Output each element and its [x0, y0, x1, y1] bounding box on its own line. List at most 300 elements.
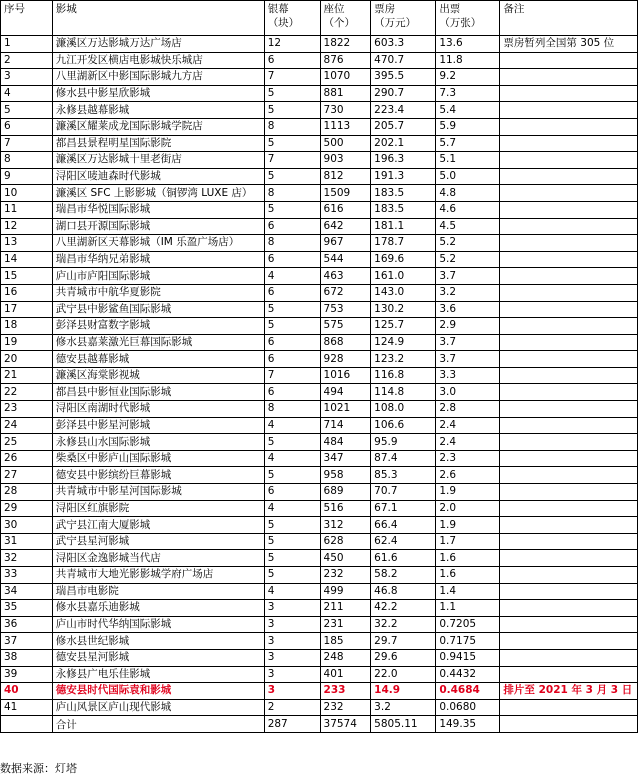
cell-index: 40 — [1, 683, 53, 700]
table-row — [1, 699, 638, 716]
cell-tickets: 3.0 — [436, 384, 500, 401]
cell-screens: 5 — [264, 168, 320, 185]
cell-screens: 4 — [264, 417, 320, 434]
cell-cinema: 德安县时代国际袁和影城 — [52, 683, 264, 700]
cell-box-office: 169.6 — [371, 251, 436, 268]
cell-remarks — [500, 284, 638, 301]
cell-tickets: 4.6 — [436, 201, 500, 218]
cell-screens: 6 — [264, 334, 320, 351]
cell-box-office: 62.4 — [371, 533, 436, 550]
cell-seats: 812 — [320, 168, 371, 185]
table-row — [1, 683, 638, 700]
cell-index: 38 — [1, 649, 53, 666]
cell-cinema: 武宁县中影鲨鱼国际影城 — [52, 301, 264, 318]
header-remarks: 备注 — [500, 1, 638, 36]
cell-box-office: 46.8 — [371, 583, 436, 600]
table-row — [1, 649, 638, 666]
cell-seats: 233 — [320, 683, 371, 700]
table-row — [1, 401, 638, 418]
cell-tickets: 4.8 — [436, 185, 500, 202]
header-tickets: 出票 （万张） — [436, 1, 500, 36]
total-row — [1, 716, 638, 733]
cell-tickets: 5.2 — [436, 251, 500, 268]
table-row — [1, 533, 638, 550]
total-tickets: 149.35 — [436, 716, 500, 733]
cell-screens: 5 — [264, 135, 320, 152]
cell-screens: 2 — [264, 699, 320, 716]
cell-seats: 248 — [320, 649, 371, 666]
cell-seats: 1509 — [320, 185, 371, 202]
cell-tickets: 0.7175 — [436, 633, 500, 650]
cell-index: 19 — [1, 334, 53, 351]
cell-remarks — [500, 102, 638, 119]
cell-screens: 5 — [264, 318, 320, 335]
cell-remarks — [500, 268, 638, 285]
cell-screens: 8 — [264, 235, 320, 252]
cell-box-office: 14.9 — [371, 683, 436, 700]
cell-tickets: 1.4 — [436, 583, 500, 600]
cell-index: 6 — [1, 118, 53, 135]
table-header-row — [1, 1, 638, 36]
cell-seats: 958 — [320, 467, 371, 484]
cell-screens: 6 — [264, 218, 320, 235]
table-row — [1, 218, 638, 235]
cell-tickets: 0.4432 — [436, 666, 500, 683]
cell-screens: 3 — [264, 633, 320, 650]
cell-tickets: 3.7 — [436, 351, 500, 368]
cell-tickets: 0.9415 — [436, 649, 500, 666]
cell-screens: 5 — [264, 301, 320, 318]
cell-tickets: 2.9 — [436, 318, 500, 335]
cell-index: 34 — [1, 583, 53, 600]
cell-index: 1 — [1, 36, 53, 53]
cell-tickets: 5.4 — [436, 102, 500, 119]
cell-cinema: 濂溪区万达影城万达广场店 — [52, 36, 264, 53]
table-row — [1, 351, 638, 368]
cell-screens: 4 — [264, 500, 320, 517]
cell-tickets: 2.6 — [436, 467, 500, 484]
cell-cinema: 都昌县景程明星国际影院 — [52, 135, 264, 152]
table-row — [1, 567, 638, 584]
cell-seats: 642 — [320, 218, 371, 235]
cell-tickets: 0.0680 — [436, 699, 500, 716]
cell-cinema: 武宁县星河影城 — [52, 533, 264, 550]
cell-box-office: 202.1 — [371, 135, 436, 152]
cell-remarks — [500, 69, 638, 86]
cell-cinema: 浔阳区唛迪森时代影城 — [52, 168, 264, 185]
cell-index: 17 — [1, 301, 53, 318]
cell-index: 27 — [1, 467, 53, 484]
cell-box-office: 470.7 — [371, 52, 436, 69]
cell-remarks — [500, 185, 638, 202]
cell-screens: 6 — [264, 284, 320, 301]
cell-screens: 3 — [264, 616, 320, 633]
header-cinema: 影城 — [52, 1, 264, 36]
cell-cinema: 永修县山水国际影城 — [52, 434, 264, 451]
table-row — [1, 284, 638, 301]
cell-seats: 516 — [320, 500, 371, 517]
cell-box-office: 29.6 — [371, 649, 436, 666]
cell-cinema: 浔阳区南湖时代影城 — [52, 401, 264, 418]
cell-screens: 6 — [264, 52, 320, 69]
cell-box-office: 114.8 — [371, 384, 436, 401]
table-row — [1, 417, 638, 434]
cell-index: 23 — [1, 401, 53, 418]
cell-screens: 7 — [264, 367, 320, 384]
cell-seats: 185 — [320, 633, 371, 650]
cell-cinema: 庐山市庐阳国际影城 — [52, 268, 264, 285]
cell-screens: 5 — [264, 517, 320, 534]
table-row — [1, 268, 638, 285]
cell-remarks — [500, 450, 638, 467]
table-row — [1, 434, 638, 451]
cell-cinema: 彭泽县财富数字影城 — [52, 318, 264, 335]
cell-remarks — [500, 583, 638, 600]
cell-tickets: 5.1 — [436, 152, 500, 169]
table-row — [1, 168, 638, 185]
cell-cinema: 濂溪区耀莱成龙国际影城学院店 — [52, 118, 264, 135]
table-row — [1, 633, 638, 650]
cell-seats: 1021 — [320, 401, 371, 418]
cell-seats: 450 — [320, 550, 371, 567]
table-row — [1, 102, 638, 119]
table-row — [1, 467, 638, 484]
cell-seats: 689 — [320, 484, 371, 501]
cell-tickets: 1.6 — [436, 550, 500, 567]
cell-cinema: 八里湖新区中影国际影城九方店 — [52, 69, 264, 86]
cell-tickets: 1.7 — [436, 533, 500, 550]
cell-remarks — [500, 550, 638, 567]
cell-index: 16 — [1, 284, 53, 301]
cell-screens: 4 — [264, 450, 320, 467]
cell-box-office: 67.1 — [371, 500, 436, 517]
cell-box-office: 32.2 — [371, 616, 436, 633]
cell-cinema: 共青城市中航华夏影院 — [52, 284, 264, 301]
cell-index: 31 — [1, 533, 53, 550]
table-row — [1, 118, 638, 135]
cell-seats: 1016 — [320, 367, 371, 384]
cell-seats: 868 — [320, 334, 371, 351]
cell-box-office: 123.2 — [371, 351, 436, 368]
cell-remarks — [500, 251, 638, 268]
cell-remarks — [500, 401, 638, 418]
cell-remarks — [500, 467, 638, 484]
cell-remarks — [500, 201, 638, 218]
cell-screens: 3 — [264, 666, 320, 683]
cell-screens: 8 — [264, 185, 320, 202]
cell-box-office: 196.3 — [371, 152, 436, 169]
cell-index: 37 — [1, 633, 53, 650]
cell-box-office: 183.5 — [371, 201, 436, 218]
header-index: 序号 — [1, 1, 53, 36]
cell-cinema: 濂溪区 SFC 上影影城（铜锣湾 LUXE 店） — [52, 185, 264, 202]
cell-box-office: 3.2 — [371, 699, 436, 716]
cell-index: 8 — [1, 152, 53, 169]
cell-box-office: 181.1 — [371, 218, 436, 235]
cell-cinema: 瑞昌市华纳兄弟影城 — [52, 251, 264, 268]
cell-cinema: 庐山市时代华纳国际影城 — [52, 616, 264, 633]
cell-tickets: 1.9 — [436, 517, 500, 534]
header-screens: 银幕 （块） — [264, 1, 320, 36]
cell-remarks — [500, 218, 638, 235]
cell-remarks — [500, 699, 638, 716]
cell-cinema: 共青城市大地光影影城学府广场店 — [52, 567, 264, 584]
cell-seats: 928 — [320, 351, 371, 368]
cell-tickets: 2.3 — [436, 450, 500, 467]
cell-index: 26 — [1, 450, 53, 467]
table-row — [1, 36, 638, 53]
cell-remarks — [500, 500, 638, 517]
cell-screens: 8 — [264, 118, 320, 135]
cell-tickets: 0.4684 — [436, 683, 500, 700]
cell-seats: 232 — [320, 699, 371, 716]
cell-index: 21 — [1, 367, 53, 384]
cell-index: 3 — [1, 69, 53, 86]
cell-remarks — [500, 484, 638, 501]
cell-screens: 4 — [264, 268, 320, 285]
cell-box-office: 22.0 — [371, 666, 436, 683]
cell-remarks — [500, 351, 638, 368]
cell-tickets: 11.8 — [436, 52, 500, 69]
cell-screens: 5 — [264, 201, 320, 218]
cell-remarks — [500, 235, 638, 252]
cell-box-office: 108.0 — [371, 401, 436, 418]
table-row — [1, 484, 638, 501]
cell-remarks — [500, 384, 638, 401]
cell-remarks — [500, 600, 638, 617]
cell-screens: 6 — [264, 251, 320, 268]
cell-cinema: 修水县嘉莱激光巨幕国际影城 — [52, 334, 264, 351]
cell-screens: 6 — [264, 484, 320, 501]
table-row — [1, 367, 638, 384]
cell-seats: 231 — [320, 616, 371, 633]
cell-screens: 5 — [264, 567, 320, 584]
cell-seats: 494 — [320, 384, 371, 401]
cell-tickets: 3.7 — [436, 268, 500, 285]
cell-remarks — [500, 666, 638, 683]
cell-seats: 672 — [320, 284, 371, 301]
cell-screens: 5 — [264, 102, 320, 119]
cell-box-office: 116.8 — [371, 367, 436, 384]
cell-seats: 401 — [320, 666, 371, 683]
cell-index: 12 — [1, 218, 53, 235]
cell-cinema: 瑞昌市电影院 — [52, 583, 264, 600]
cell-tickets: 1.1 — [436, 600, 500, 617]
cell-remarks — [500, 118, 638, 135]
table-row — [1, 334, 638, 351]
cell-cinema: 八里湖新区天幕影城（IM 乐盈广场店） — [52, 235, 264, 252]
cell-screens: 8 — [264, 401, 320, 418]
cell-screens: 3 — [264, 683, 320, 700]
cell-tickets: 3.3 — [436, 367, 500, 384]
cell-tickets: 13.6 — [436, 36, 500, 53]
cell-box-office: 66.4 — [371, 517, 436, 534]
cell-box-office: 42.2 — [371, 600, 436, 617]
cell-tickets: 4.5 — [436, 218, 500, 235]
table-body — [1, 36, 638, 716]
cell-remarks — [500, 85, 638, 102]
table-row — [1, 251, 638, 268]
cell-remarks — [500, 633, 638, 650]
cell-seats: 616 — [320, 201, 371, 218]
cell-tickets: 2.0 — [436, 500, 500, 517]
cell-screens: 12 — [264, 36, 320, 53]
cell-tickets: 5.2 — [436, 235, 500, 252]
cell-index: 30 — [1, 517, 53, 534]
cell-box-office: 125.7 — [371, 318, 436, 335]
cell-remarks — [500, 301, 638, 318]
cell-cinema: 都昌县中影恒业国际影城 — [52, 384, 264, 401]
cell-seats: 903 — [320, 152, 371, 169]
cell-box-office: 95.9 — [371, 434, 436, 451]
cell-seats: 753 — [320, 301, 371, 318]
cell-box-office: 161.0 — [371, 268, 436, 285]
header-box-office: 票房 （万元） — [371, 1, 436, 36]
cell-cinema: 浔阳区红旗影院 — [52, 500, 264, 517]
cell-screens: 4 — [264, 583, 320, 600]
cell-index: 22 — [1, 384, 53, 401]
cell-index: 28 — [1, 484, 53, 501]
cell-index: 41 — [1, 699, 53, 716]
cell-tickets: 3.2 — [436, 284, 500, 301]
cell-screens: 5 — [264, 85, 320, 102]
table-row — [1, 666, 638, 683]
cell-remarks — [500, 168, 638, 185]
cell-seats: 881 — [320, 85, 371, 102]
data-source-note: 数据来源：灯塔 — [0, 762, 77, 775]
cell-box-office: 183.5 — [371, 185, 436, 202]
cell-box-office: 603.3 — [371, 36, 436, 53]
cell-remarks — [500, 517, 638, 534]
cell-cinema: 湖口县开源国际影城 — [52, 218, 264, 235]
cell-seats: 211 — [320, 600, 371, 617]
cell-box-office: 87.4 — [371, 450, 436, 467]
cell-index: 36 — [1, 616, 53, 633]
cell-box-office: 143.0 — [371, 284, 436, 301]
table-row — [1, 500, 638, 517]
total-seats: 37574 — [320, 716, 371, 733]
table-row — [1, 235, 638, 252]
cell-remarks — [500, 649, 638, 666]
cell-cinema: 浔阳区金逸影城当代店 — [52, 550, 264, 567]
cell-index: 13 — [1, 235, 53, 252]
cell-remarks — [500, 334, 638, 351]
cell-box-office: 178.7 — [371, 235, 436, 252]
cell-seats: 1822 — [320, 36, 371, 53]
cell-remarks — [500, 434, 638, 451]
table-row — [1, 318, 638, 335]
cell-tickets: 0.7205 — [436, 616, 500, 633]
cell-screens: 5 — [264, 467, 320, 484]
cell-index: 29 — [1, 500, 53, 517]
cell-tickets: 2.4 — [436, 417, 500, 434]
table-row — [1, 450, 638, 467]
cell-index: 4 — [1, 85, 53, 102]
cell-box-office: 191.3 — [371, 168, 436, 185]
cell-index: 32 — [1, 550, 53, 567]
cell-cinema: 修水县嘉乐迪影城 — [52, 600, 264, 617]
cell-screens: 3 — [264, 649, 320, 666]
cell-seats: 484 — [320, 434, 371, 451]
cell-index: 15 — [1, 268, 53, 285]
cell-tickets: 5.0 — [436, 168, 500, 185]
cell-remarks — [500, 152, 638, 169]
cell-seats: 347 — [320, 450, 371, 467]
cell-cinema: 永修县广电乐佳影城 — [52, 666, 264, 683]
cell-tickets: 5.7 — [436, 135, 500, 152]
cell-cinema: 濂溪区万达影城十里老街店 — [52, 152, 264, 169]
cell-cinema: 濂溪区海棠影视城 — [52, 367, 264, 384]
cell-index: 18 — [1, 318, 53, 335]
table-row — [1, 583, 638, 600]
cell-box-office: 70.7 — [371, 484, 436, 501]
cell-screens: 6 — [264, 384, 320, 401]
total-label: 合计 — [52, 716, 264, 733]
cell-screens: 5 — [264, 434, 320, 451]
cell-remarks — [500, 533, 638, 550]
cell-screens: 5 — [264, 550, 320, 567]
cell-cinema: 修水县中影星欣影城 — [52, 85, 264, 102]
cell-seats: 463 — [320, 268, 371, 285]
cell-remarks — [500, 616, 638, 633]
cell-screens: 7 — [264, 152, 320, 169]
cell-index: 2 — [1, 52, 53, 69]
cell-screens: 3 — [264, 600, 320, 617]
cell-box-office: 395.5 — [371, 69, 436, 86]
cell-remarks — [500, 135, 638, 152]
cell-cinema: 彭泽县中影星河影城 — [52, 417, 264, 434]
cell-cinema: 庐山风景区庐山现代影城 — [52, 699, 264, 716]
cell-tickets: 3.7 — [436, 334, 500, 351]
cell-index: 35 — [1, 600, 53, 617]
total-remarks — [500, 716, 638, 733]
cell-remarks: 排片至 2021 年 3 月 3 日 — [500, 683, 638, 700]
cell-seats: 500 — [320, 135, 371, 152]
cell-box-office: 130.2 — [371, 301, 436, 318]
table-row — [1, 135, 638, 152]
cell-seats: 730 — [320, 102, 371, 119]
cell-cinema: 德安县星河影城 — [52, 649, 264, 666]
cell-screens: 5 — [264, 533, 320, 550]
cell-cinema: 修水县世纪影城 — [52, 633, 264, 650]
cell-cinema: 瑞昌市华悦国际影城 — [52, 201, 264, 218]
table-row — [1, 384, 638, 401]
cell-tickets: 2.8 — [436, 401, 500, 418]
cell-tickets: 5.9 — [436, 118, 500, 135]
cell-index: 20 — [1, 351, 53, 368]
table-row — [1, 201, 638, 218]
cell-cinema: 德安县中影缤纷巨幕影城 — [52, 467, 264, 484]
cell-seats: 714 — [320, 417, 371, 434]
cell-remarks: 票房暂列全国第 305 位 — [500, 36, 638, 53]
table-row — [1, 185, 638, 202]
cell-seats: 575 — [320, 318, 371, 335]
table-row — [1, 517, 638, 534]
cell-tickets: 7.3 — [436, 85, 500, 102]
cell-seats: 1070 — [320, 69, 371, 86]
cell-index: 11 — [1, 201, 53, 218]
cell-seats: 876 — [320, 52, 371, 69]
cell-index: 33 — [1, 567, 53, 584]
header-seats: 座位 （个） — [320, 1, 371, 36]
total-index — [1, 716, 53, 733]
total-screens: 287 — [264, 716, 320, 733]
cell-index: 14 — [1, 251, 53, 268]
cell-cinema: 武宁县江南大厦影城 — [52, 517, 264, 534]
cell-box-office: 58.2 — [371, 567, 436, 584]
cell-box-office: 61.6 — [371, 550, 436, 567]
table-row — [1, 52, 638, 69]
